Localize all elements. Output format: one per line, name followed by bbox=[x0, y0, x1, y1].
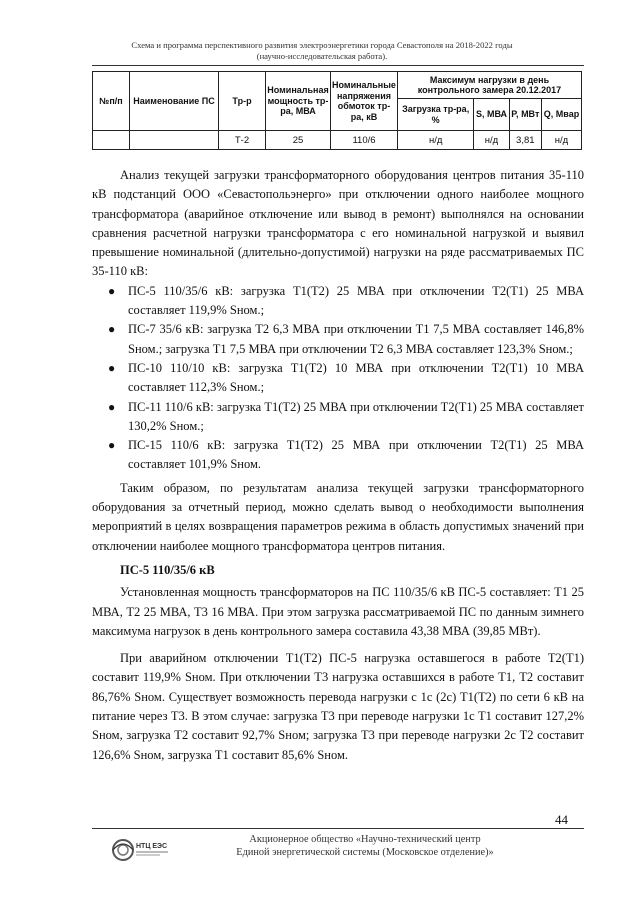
cell-num bbox=[93, 131, 130, 150]
list-item bbox=[92, 320, 584, 359]
intro-paragraph: Анализ текущей загрузки трансформаторного оборудования центров питания 35-110 кВ подстанций ООО «Севастопольэнерго» при отключении одного наиболее мощного трансформатора (аварийное отключение или вывод в ремонт) выполнялся на основании сравнения расчетной нагрузки трансформатора с его номинальной нагрузкой и выявил превышение номинальной (длительно-допустимой) нагрузки на ряде рассматриваемых ПС 35-110 кВ: bbox=[92, 168, 584, 279]
th-q: Q, Мвар bbox=[542, 99, 582, 131]
header-line-2: (научно-исследовательская работа). bbox=[256, 51, 388, 61]
list-item bbox=[92, 282, 584, 321]
footer bbox=[215, 833, 515, 859]
footer-line-2: Единой энергетической системы (Московское отделение)» bbox=[236, 847, 494, 858]
th-p: P, МВт bbox=[509, 99, 541, 131]
header-line-1: Схема и программа перспективного развития электроэнергетики города Севастополя на 2018-2022 годы bbox=[131, 40, 513, 50]
bullet-icon: ● bbox=[108, 438, 116, 453]
cell-transformer: Т-2 bbox=[219, 131, 266, 150]
page-number: 44 bbox=[555, 812, 568, 827]
list-item bbox=[92, 398, 584, 437]
th-s: S, МВА bbox=[474, 99, 509, 131]
cell-s: н/д bbox=[474, 131, 509, 150]
cell-voltage: 110/6 bbox=[331, 131, 398, 150]
bullet-icon: ● bbox=[108, 360, 116, 375]
footer-line-1: Акционерное общество «Научно-технический центр bbox=[249, 834, 481, 845]
bullet-icon: ● bbox=[108, 399, 116, 414]
cell-load: н/д bbox=[398, 131, 474, 150]
ps5-paragraph-1: Установленная мощность трансформаторов на ПС 110/35/6 кВ ПС-5 составляет: Т1 25 МВА, Т2 25 МВА, Т3 16 МВА. При этом загрузка рассматриваемой ПС по данным зимнего максимума нагрузок в день контрольного замера составила 43,38 МВА (39,85 МВт). bbox=[92, 585, 584, 638]
company-logo bbox=[110, 834, 170, 866]
list-item bbox=[92, 359, 584, 398]
bullet-icon: ● bbox=[108, 283, 116, 298]
ps5-paragraph-2: При аварийном отключении Т1(Т2) ПС-5 нагрузка оставшегося в работе Т2(Т1) составит 119,9% Sном. При отключении Т3 нагрузка оставшихся в работе Т1, Т2 составит 86,76% Sном. Существует возможность перевода нагрузки с 1с (2с) Т1(Т2) по сети 6 кВ на питание через Т3. В этом случае: загрузка Т3 при переводе нагрузки 1с Т1 составит 127,2% Sном, загрузка Т2 составит 92,7% Sном; загрузка Т3 при переводе нагрузки 2с Т2 составит 126,6% Sном, загрузка Т1 составит 85,6% Sном. bbox=[92, 651, 584, 762]
list-item-text: ПС-15 110/6 кВ: загрузка Т1(Т2) 25 МВА при отключении Т2(Т1) 25 МВА составляет 101,9% Sном. bbox=[128, 438, 584, 472]
list-item-text: ПС-5 110/35/6 кВ: загрузка Т1(Т2) 25 МВА при отключении Т2(Т1) 25 МВА составляет 119,9% Sном.; bbox=[128, 283, 584, 318]
footer-divider bbox=[92, 828, 584, 829]
logo-text: НТЦ ЕЭС bbox=[136, 843, 168, 850]
cell-name bbox=[130, 131, 219, 150]
transformer-table bbox=[92, 71, 582, 150]
overload-list bbox=[92, 282, 584, 475]
document-header bbox=[80, 40, 564, 62]
th-name: Наименование ПС bbox=[130, 72, 219, 131]
list-item bbox=[92, 436, 584, 475]
th-num: №п/п bbox=[93, 72, 130, 131]
list-item-text: ПС-7 35/6 кВ: загрузка Т2 6,3 МВА при отключении Т1 7,5 МВА составляет 146,8% Sном.; загрузка Т1 7,5 МВА при отключении Т2 6,3 МВА составляет 123,3% Sном.; bbox=[128, 322, 584, 356]
cell-p: 3,81 bbox=[509, 131, 541, 150]
cell-power: 25 bbox=[266, 131, 331, 150]
conclusion-paragraph: Таким образом, по результатам анализа текущей загрузки трансформаторного оборудования за отчетный период, можно сделать вывод о необходимости выполнения мероприятий в целях возвращения параметров режима в область допустимых значений при отключении наиболее мощного трансформатора центров питания. bbox=[92, 480, 584, 553]
cell-q: н/д bbox=[542, 131, 582, 150]
th-max-load: Максимум нагрузки в день контрольного замера 20.12.2017 bbox=[398, 72, 582, 99]
list-item-text: ПС-10 110/10 кВ: загрузка Т1(Т2) 10 МВА при отключении Т2(Т1) 10 МВА составляет 112,3% Sном.; bbox=[128, 360, 584, 395]
section-title: ПС-5 110/35/6 кВ bbox=[120, 562, 215, 577]
list-item-text: ПС-11 110/6 кВ: загрузка Т1(Т2) 25 МВА при отключении Т2(Т1) 25 МВА составляет 130,2% Sном.; bbox=[128, 399, 584, 433]
th-transformer: Тр-р bbox=[219, 72, 266, 131]
th-power: Номинальная мощность тр-ра, МВА bbox=[266, 72, 331, 131]
th-voltage: Номинальные напряжения обмоток тр-ра, кВ bbox=[331, 72, 398, 131]
th-load: Загрузка тр-ра, % bbox=[398, 99, 474, 131]
body-text bbox=[92, 166, 584, 765]
header-divider bbox=[92, 65, 584, 66]
bullet-icon: ● bbox=[108, 322, 116, 337]
table-row bbox=[93, 131, 582, 150]
